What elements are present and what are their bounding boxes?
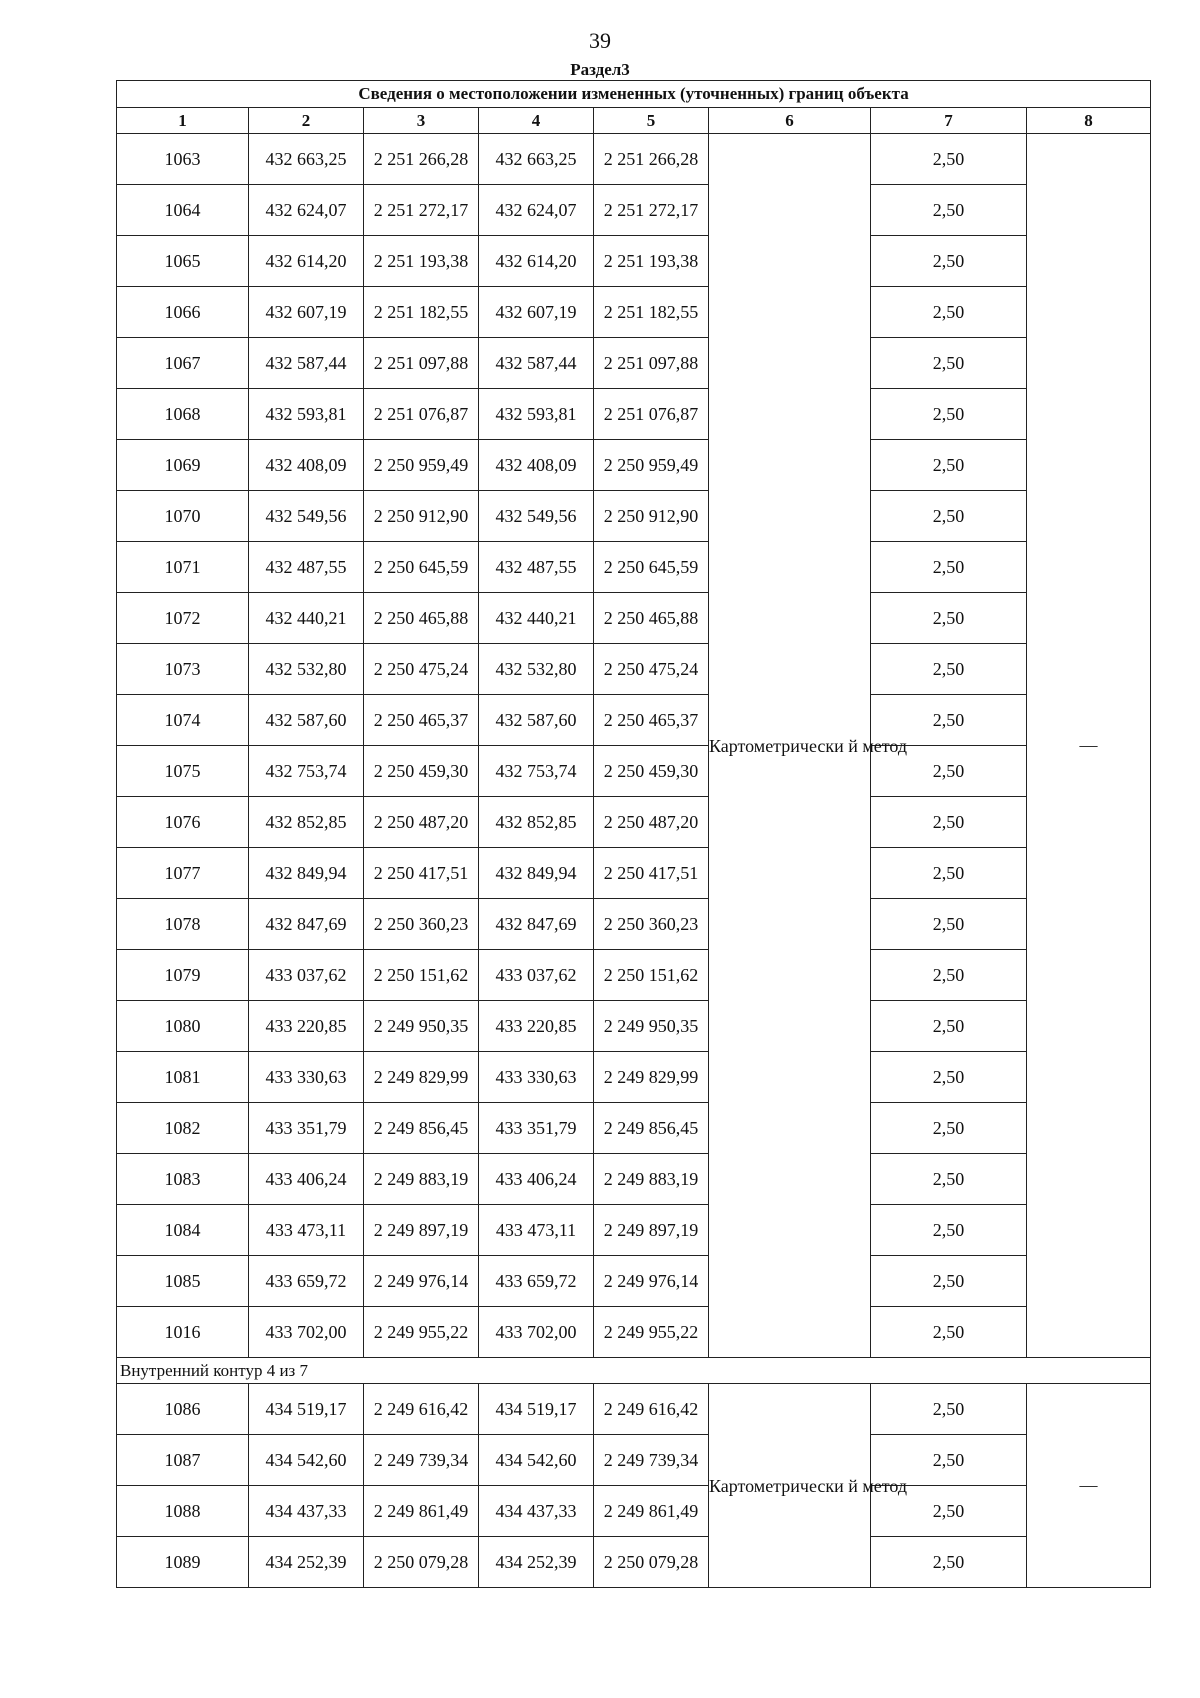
- point-number-cell: 1068: [117, 389, 249, 440]
- y-old-cell: 2 250 959,49: [364, 440, 479, 491]
- column-number: 1: [117, 108, 249, 134]
- point-number-cell: 1072: [117, 593, 249, 644]
- column-number: 3: [364, 108, 479, 134]
- x-new-cell: 432 440,21: [479, 593, 594, 644]
- precision-cell: 2,50: [871, 1307, 1027, 1358]
- y-old-cell: 2 249 739,34: [364, 1435, 479, 1486]
- y-new-cell: 2 249 950,35: [594, 1001, 709, 1052]
- x-new-cell: 432 852,85: [479, 797, 594, 848]
- point-number-cell: 1073: [117, 644, 249, 695]
- x-new-cell: 433 220,85: [479, 1001, 594, 1052]
- x-new-cell: 432 408,09: [479, 440, 594, 491]
- precision-cell: 2,50: [871, 1154, 1027, 1205]
- y-old-cell: 2 250 151,62: [364, 950, 479, 1001]
- x-new-cell: 433 330,63: [479, 1052, 594, 1103]
- y-new-cell: 2 249 856,45: [594, 1103, 709, 1154]
- column-number: 8: [1027, 108, 1151, 134]
- y-new-cell: 2 251 076,87: [594, 389, 709, 440]
- table-row: [117, 236, 1151, 287]
- x-old-cell: 432 487,55: [249, 542, 364, 593]
- precision-cell: 2,50: [871, 542, 1027, 593]
- point-number-cell: 1064: [117, 185, 249, 236]
- x-old-cell: 432 593,81: [249, 389, 364, 440]
- precision-cell: 2,50: [871, 797, 1027, 848]
- table-title: Сведения о местоположении измененных (уточненных) границ объекта: [117, 81, 1151, 108]
- point-number-cell: 1065: [117, 236, 249, 287]
- x-new-cell: 433 351,79: [479, 1103, 594, 1154]
- y-new-cell: 2 249 861,49: [594, 1486, 709, 1537]
- note-cell: —: [1027, 134, 1151, 1358]
- precision-cell: 2,50: [871, 1256, 1027, 1307]
- precision-cell: 2,50: [871, 695, 1027, 746]
- x-new-cell: 434 252,39: [479, 1537, 594, 1588]
- column-number: 2: [249, 108, 364, 134]
- table-row: [117, 185, 1151, 236]
- precision-cell: 2,50: [871, 287, 1027, 338]
- x-old-cell: 434 519,17: [249, 1384, 364, 1435]
- x-old-cell: 432 607,19: [249, 287, 364, 338]
- precision-cell: 2,50: [871, 848, 1027, 899]
- precision-cell: 2,50: [871, 1103, 1027, 1154]
- x-old-cell: 432 624,07: [249, 185, 364, 236]
- x-new-cell: 433 037,62: [479, 950, 594, 1001]
- x-old-cell: 432 532,80: [249, 644, 364, 695]
- point-number-cell: 1069: [117, 440, 249, 491]
- y-old-cell: 2 250 465,88: [364, 593, 479, 644]
- x-new-cell: 432 663,25: [479, 134, 594, 185]
- precision-cell: 2,50: [871, 899, 1027, 950]
- table-row: [117, 1001, 1151, 1052]
- y-new-cell: 2 250 151,62: [594, 950, 709, 1001]
- point-number-cell: 1084: [117, 1205, 249, 1256]
- column-number: 5: [594, 108, 709, 134]
- x-new-cell: 433 473,11: [479, 1205, 594, 1256]
- table-row: [117, 1307, 1151, 1358]
- x-old-cell: 432 549,56: [249, 491, 364, 542]
- x-old-cell: 433 351,79: [249, 1103, 364, 1154]
- table-row: [117, 1154, 1151, 1205]
- precision-cell: 2,50: [871, 236, 1027, 287]
- x-new-cell: 434 542,60: [479, 1435, 594, 1486]
- y-old-cell: 2 251 272,17: [364, 185, 479, 236]
- table-row: [117, 746, 1151, 797]
- y-new-cell: 2 250 959,49: [594, 440, 709, 491]
- y-new-cell: 2 250 459,30: [594, 746, 709, 797]
- point-number-cell: 1070: [117, 491, 249, 542]
- method-cell: Картометрически й метод: [709, 134, 871, 1358]
- x-new-cell: 432 593,81: [479, 389, 594, 440]
- y-old-cell: 2 251 097,88: [364, 338, 479, 389]
- method-cell: Картометрически й метод: [709, 1384, 871, 1588]
- y-old-cell: 2 249 883,19: [364, 1154, 479, 1205]
- precision-cell: 2,50: [871, 1205, 1027, 1256]
- x-new-cell: 433 702,00: [479, 1307, 594, 1358]
- y-new-cell: 2 249 829,99: [594, 1052, 709, 1103]
- table-row: [117, 1435, 1151, 1486]
- y-old-cell: 2 250 487,20: [364, 797, 479, 848]
- x-old-cell: 432 753,74: [249, 746, 364, 797]
- x-new-cell: 434 519,17: [479, 1384, 594, 1435]
- table-row: [117, 695, 1151, 746]
- precision-cell: 2,50: [871, 746, 1027, 797]
- x-new-cell: 432 487,55: [479, 542, 594, 593]
- section-title: Раздел3: [570, 60, 630, 79]
- table-row: [117, 440, 1151, 491]
- y-old-cell: 2 251 193,38: [364, 236, 479, 287]
- x-old-cell: 433 406,24: [249, 1154, 364, 1205]
- precision-cell: 2,50: [871, 185, 1027, 236]
- table-row: [117, 593, 1151, 644]
- x-old-cell: 434 542,60: [249, 1435, 364, 1486]
- point-number-cell: 1080: [117, 1001, 249, 1052]
- y-old-cell: 2 249 861,49: [364, 1486, 479, 1537]
- x-old-cell: 432 587,44: [249, 338, 364, 389]
- x-new-cell: 432 532,80: [479, 644, 594, 695]
- note-cell: —: [1027, 1384, 1151, 1588]
- x-old-cell: 433 037,62: [249, 950, 364, 1001]
- y-old-cell: 2 250 465,37: [364, 695, 479, 746]
- y-old-cell: 2 249 976,14: [364, 1256, 479, 1307]
- precision-cell: 2,50: [871, 1001, 1027, 1052]
- precision-cell: 2,50: [871, 338, 1027, 389]
- point-number-cell: 1078: [117, 899, 249, 950]
- table-row: [117, 1205, 1151, 1256]
- y-old-cell: 2 250 079,28: [364, 1537, 479, 1588]
- point-number-cell: 1079: [117, 950, 249, 1001]
- x-old-cell: 433 702,00: [249, 1307, 364, 1358]
- page-number: 39: [589, 28, 611, 53]
- point-number-cell: 1082: [117, 1103, 249, 1154]
- point-number-cell: 1067: [117, 338, 249, 389]
- y-new-cell: 2 250 487,20: [594, 797, 709, 848]
- precision-cell: 2,50: [871, 1486, 1027, 1537]
- x-new-cell: 432 614,20: [479, 236, 594, 287]
- point-number-cell: 1074: [117, 695, 249, 746]
- point-number-cell: 1085: [117, 1256, 249, 1307]
- x-old-cell: 432 408,09: [249, 440, 364, 491]
- precision-cell: 2,50: [871, 593, 1027, 644]
- y-old-cell: 2 250 459,30: [364, 746, 479, 797]
- x-old-cell: 433 330,63: [249, 1052, 364, 1103]
- x-new-cell: 432 549,56: [479, 491, 594, 542]
- x-old-cell: 433 659,72: [249, 1256, 364, 1307]
- y-old-cell: 2 249 950,35: [364, 1001, 479, 1052]
- y-old-cell: 2 250 645,59: [364, 542, 479, 593]
- x-new-cell: 432 624,07: [479, 185, 594, 236]
- x-new-cell: 432 849,94: [479, 848, 594, 899]
- table-row: [117, 287, 1151, 338]
- precision-cell: 2,50: [871, 1052, 1027, 1103]
- y-old-cell: 2 249 955,22: [364, 1307, 479, 1358]
- x-old-cell: 432 849,94: [249, 848, 364, 899]
- x-old-cell: 432 587,60: [249, 695, 364, 746]
- y-new-cell: 2 250 465,37: [594, 695, 709, 746]
- table-row: [117, 899, 1151, 950]
- x-old-cell: 432 440,21: [249, 593, 364, 644]
- x-old-cell: 433 220,85: [249, 1001, 364, 1052]
- y-new-cell: 2 249 976,14: [594, 1256, 709, 1307]
- precision-cell: 2,50: [871, 950, 1027, 1001]
- x-new-cell: 432 587,60: [479, 695, 594, 746]
- x-old-cell: 432 614,20: [249, 236, 364, 287]
- y-new-cell: 2 251 097,88: [594, 338, 709, 389]
- point-number-cell: 1088: [117, 1486, 249, 1537]
- y-new-cell: 2 249 883,19: [594, 1154, 709, 1205]
- table-row: [117, 1256, 1151, 1307]
- table-row: [117, 1052, 1151, 1103]
- y-new-cell: 2 250 360,23: [594, 899, 709, 950]
- y-old-cell: 2 249 829,99: [364, 1052, 479, 1103]
- point-number-cell: 1075: [117, 746, 249, 797]
- y-new-cell: 2 251 182,55: [594, 287, 709, 338]
- y-old-cell: 2 251 182,55: [364, 287, 479, 338]
- x-old-cell: 432 847,69: [249, 899, 364, 950]
- y-old-cell: 2 250 360,23: [364, 899, 479, 950]
- point-number-cell: 1077: [117, 848, 249, 899]
- table-row: [117, 1537, 1151, 1588]
- y-old-cell: 2 249 897,19: [364, 1205, 479, 1256]
- point-number-cell: 1071: [117, 542, 249, 593]
- point-number-cell: 1076: [117, 797, 249, 848]
- table-row: [117, 950, 1151, 1001]
- point-number-cell: 1087: [117, 1435, 249, 1486]
- y-new-cell: 2 250 912,90: [594, 491, 709, 542]
- point-number-cell: 1063: [117, 134, 249, 185]
- y-new-cell: 2 251 266,28: [594, 134, 709, 185]
- point-number-cell: 1066: [117, 287, 249, 338]
- x-new-cell: 434 437,33: [479, 1486, 594, 1537]
- precision-cell: 2,50: [871, 1384, 1027, 1435]
- y-new-cell: 2 249 955,22: [594, 1307, 709, 1358]
- y-old-cell: 2 251 076,87: [364, 389, 479, 440]
- table-body: [117, 134, 1151, 1588]
- x-new-cell: 433 659,72: [479, 1256, 594, 1307]
- contour-label-row: [117, 1358, 1151, 1384]
- precision-cell: 2,50: [871, 134, 1027, 185]
- table-row: [117, 389, 1151, 440]
- y-old-cell: 2 250 475,24: [364, 644, 479, 695]
- y-new-cell: 2 250 475,24: [594, 644, 709, 695]
- precision-cell: 2,50: [871, 491, 1027, 542]
- point-number-cell: 1083: [117, 1154, 249, 1205]
- y-new-cell: 2 250 645,59: [594, 542, 709, 593]
- table-row: [117, 134, 1151, 185]
- table-row: [117, 1486, 1151, 1537]
- x-new-cell: 432 847,69: [479, 899, 594, 950]
- y-new-cell: 2 251 193,38: [594, 236, 709, 287]
- table-row: [117, 491, 1151, 542]
- y-new-cell: 2 250 465,88: [594, 593, 709, 644]
- x-old-cell: 434 437,33: [249, 1486, 364, 1537]
- precision-cell: 2,50: [871, 389, 1027, 440]
- point-number-cell: 1081: [117, 1052, 249, 1103]
- x-new-cell: 432 587,44: [479, 338, 594, 389]
- x-old-cell: 432 663,25: [249, 134, 364, 185]
- x-new-cell: 432 753,74: [479, 746, 594, 797]
- x-old-cell: 434 252,39: [249, 1537, 364, 1588]
- x-old-cell: 432 852,85: [249, 797, 364, 848]
- y-new-cell: 2 249 739,34: [594, 1435, 709, 1486]
- table-row: [117, 797, 1151, 848]
- contour-label: Внутренний контур 4 из 7: [117, 1358, 1151, 1384]
- table-row: [117, 644, 1151, 695]
- x-new-cell: 432 607,19: [479, 287, 594, 338]
- y-old-cell: 2 251 266,28: [364, 134, 479, 185]
- x-new-cell: 433 406,24: [479, 1154, 594, 1205]
- y-old-cell: 2 249 616,42: [364, 1384, 479, 1435]
- y-new-cell: 2 250 417,51: [594, 848, 709, 899]
- column-number: 7: [871, 108, 1027, 134]
- y-new-cell: 2 251 272,17: [594, 185, 709, 236]
- point-number-cell: 1086: [117, 1384, 249, 1435]
- column-number: 6: [709, 108, 871, 134]
- y-new-cell: 2 249 616,42: [594, 1384, 709, 1435]
- precision-cell: 2,50: [871, 440, 1027, 491]
- point-number-cell: 1016: [117, 1307, 249, 1358]
- y-new-cell: 2 250 079,28: [594, 1537, 709, 1588]
- y-old-cell: 2 249 856,45: [364, 1103, 479, 1154]
- table-row: [117, 1103, 1151, 1154]
- table-row: [117, 542, 1151, 593]
- column-number-row: [117, 108, 1151, 134]
- coordinates-table: [116, 80, 1151, 1588]
- table-row: [117, 1384, 1151, 1435]
- precision-cell: 2,50: [871, 644, 1027, 695]
- table-row: [117, 338, 1151, 389]
- x-old-cell: 433 473,11: [249, 1205, 364, 1256]
- y-old-cell: 2 250 912,90: [364, 491, 479, 542]
- point-number-cell: 1089: [117, 1537, 249, 1588]
- column-number: 4: [479, 108, 594, 134]
- y-old-cell: 2 250 417,51: [364, 848, 479, 899]
- y-new-cell: 2 249 897,19: [594, 1205, 709, 1256]
- precision-cell: 2,50: [871, 1435, 1027, 1486]
- precision-cell: 2,50: [871, 1537, 1027, 1588]
- table-row: [117, 848, 1151, 899]
